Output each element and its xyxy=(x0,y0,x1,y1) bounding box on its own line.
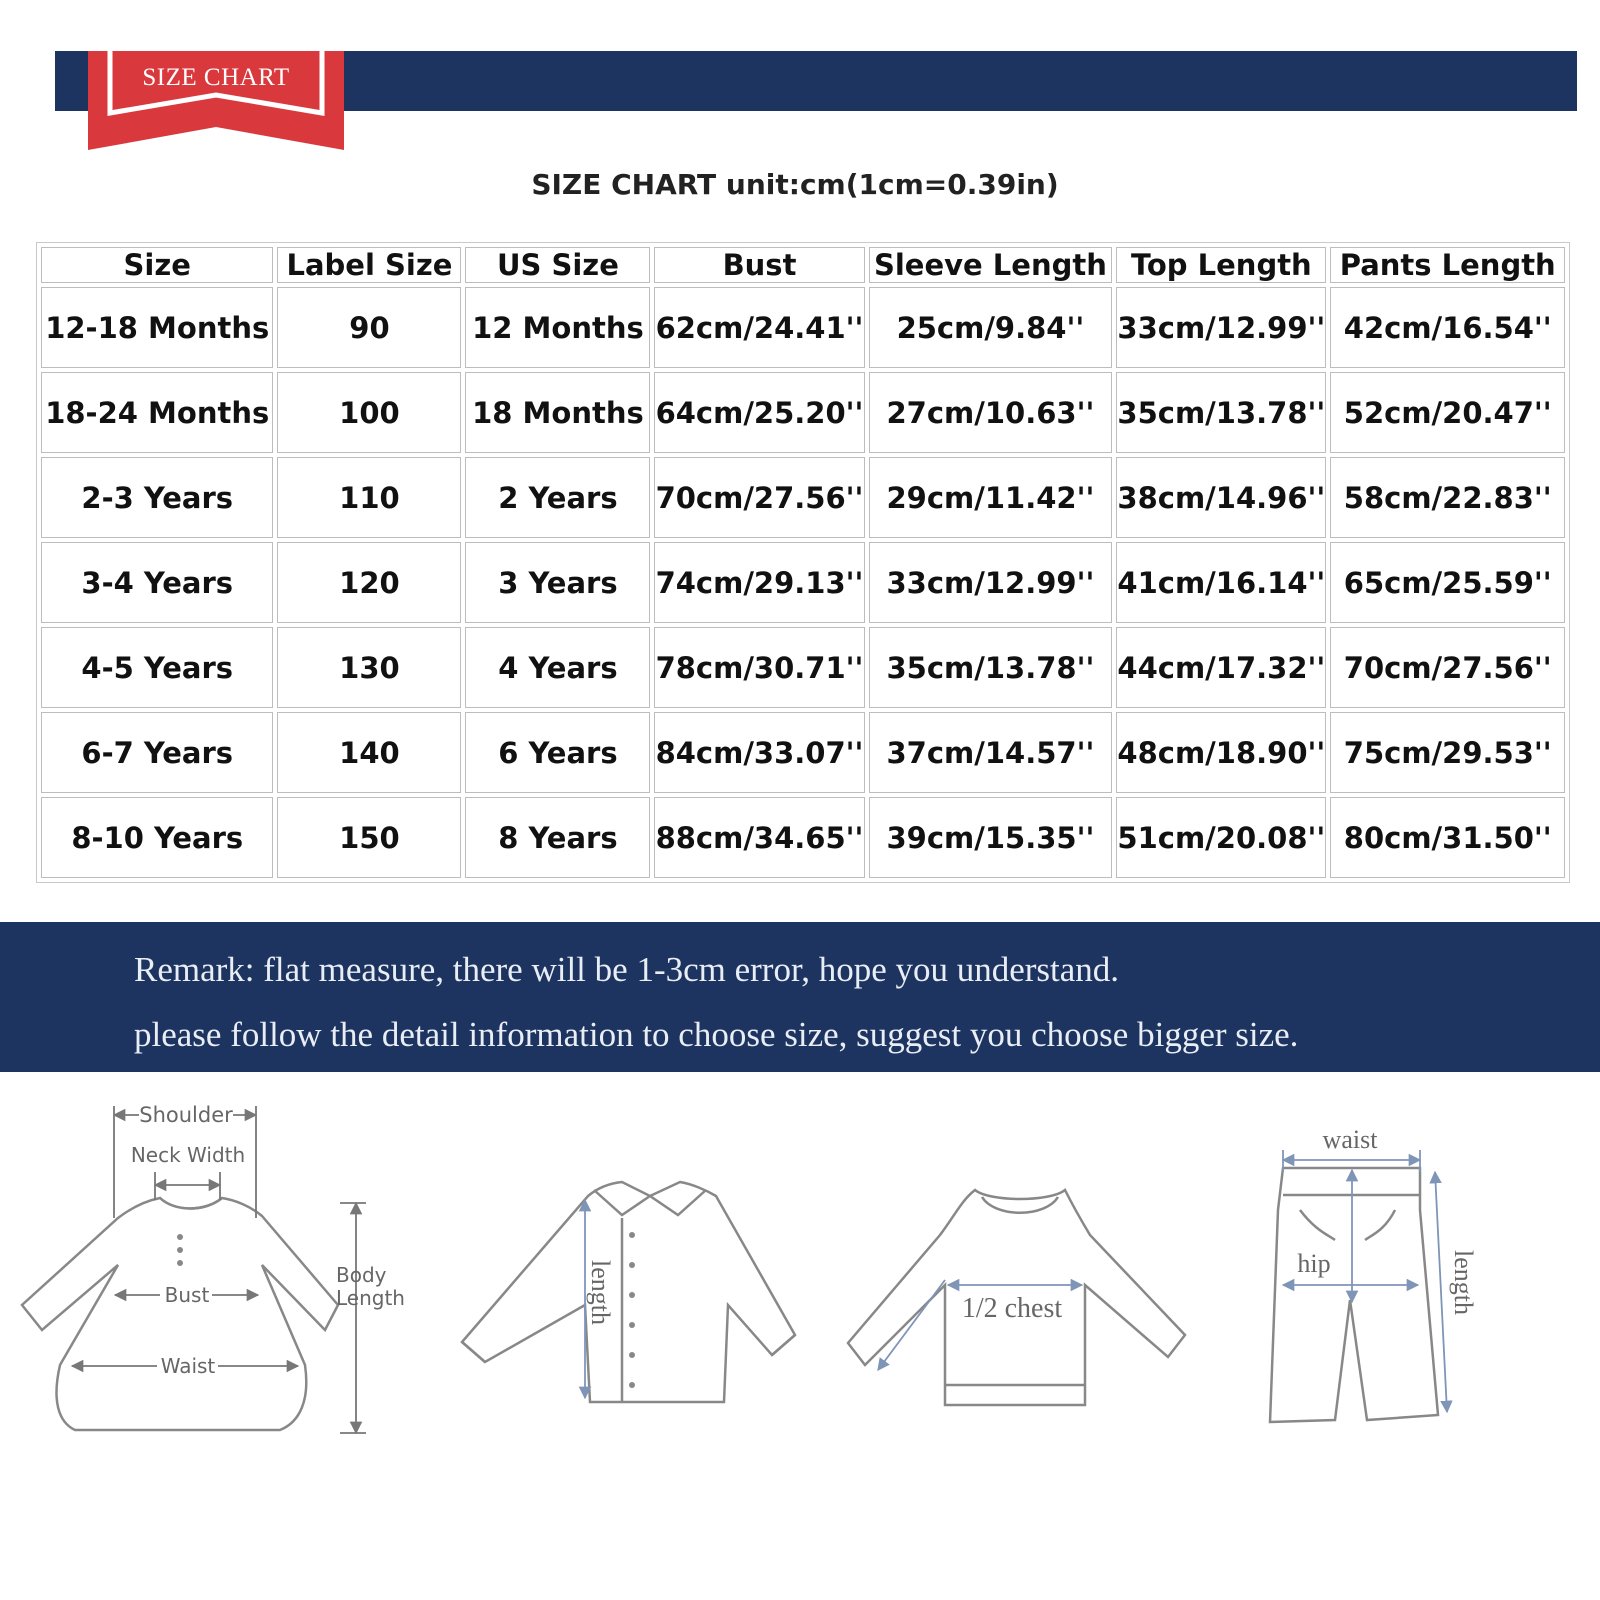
table-cell: 51cm/20.08'' xyxy=(1116,797,1326,878)
table-row xyxy=(41,542,1565,623)
header-pants-length: Pants Length xyxy=(1330,247,1565,283)
table-cell: 84cm/33.07'' xyxy=(654,712,864,793)
dress-body-length-label-2: Length xyxy=(336,1286,405,1310)
table-cell: 29cm/11.42'' xyxy=(869,457,1113,538)
table-cell: 33cm/12.99'' xyxy=(1116,287,1326,368)
table-cell: 120 xyxy=(277,542,461,623)
table-cell: 37cm/14.57'' xyxy=(869,712,1113,793)
table-cell: 65cm/25.59'' xyxy=(1330,542,1565,623)
table-row xyxy=(41,627,1565,708)
remark-line-1: Remark: flat measure, there will be 1-3cm error, hope you understand. xyxy=(134,950,1120,989)
table-cell: 52cm/20.47'' xyxy=(1330,372,1565,453)
table-cell: 2 Years xyxy=(465,457,650,538)
pants-measure-lines xyxy=(1283,1150,1447,1412)
dress-diagram xyxy=(22,1198,338,1430)
dress-bust-label: Bust xyxy=(164,1283,210,1307)
table-cell: 88cm/34.65'' xyxy=(654,797,864,878)
table-cell: 41cm/16.14'' xyxy=(1116,542,1326,623)
dress-waist-label: Waist xyxy=(160,1354,216,1378)
table-cell: 62cm/24.41'' xyxy=(654,287,864,368)
table-cell: 100 xyxy=(277,372,461,453)
table-cell: 90 xyxy=(277,287,461,368)
table-cell: 25cm/9.84'' xyxy=(869,287,1113,368)
table-cell: 35cm/13.78'' xyxy=(869,627,1113,708)
header-us-size: US Size xyxy=(465,247,650,283)
table-row xyxy=(41,712,1565,793)
table-cell: 4 Years xyxy=(465,627,650,708)
table-cell: 130 xyxy=(277,627,461,708)
header-top-length: Top Length xyxy=(1116,247,1326,283)
table-cell: 80cm/31.50'' xyxy=(1330,797,1565,878)
pants-hip-label: hip xyxy=(1297,1249,1331,1278)
table-cell: 64cm/25.20'' xyxy=(654,372,864,453)
table-cell: 140 xyxy=(277,712,461,793)
header-bust: Bust xyxy=(654,247,864,283)
table-cell: 150 xyxy=(277,797,461,878)
table-cell: 27cm/10.63'' xyxy=(869,372,1113,453)
size-table xyxy=(36,242,1570,883)
table-cell: 42cm/16.54'' xyxy=(1330,287,1565,368)
remark-band xyxy=(0,922,1600,1072)
chart-title: SIZE CHART unit:cm(1cm=0.39in) xyxy=(531,168,1059,201)
table-cell: 18-24 Months xyxy=(41,372,273,453)
table-cell: 39cm/15.35'' xyxy=(869,797,1113,878)
table-cell: 110 xyxy=(277,457,461,538)
header-size: Size xyxy=(41,247,273,283)
table-cell: 4-5 Years xyxy=(41,627,273,708)
table-cell: 38cm/14.96'' xyxy=(1116,457,1326,538)
table-cell: 75cm/29.53'' xyxy=(1330,712,1565,793)
table-cell: 70cm/27.56'' xyxy=(1330,627,1565,708)
table-row xyxy=(41,372,1565,453)
pants-diagram xyxy=(1270,1168,1438,1422)
shirt-buttons xyxy=(629,1232,635,1388)
dress-shoulder-label: Shoulder xyxy=(139,1103,233,1127)
table-cell: 12-18 Months xyxy=(41,287,273,368)
table-cell: 48cm/18.90'' xyxy=(1116,712,1326,793)
dress-buttons xyxy=(177,1234,183,1266)
header-label-size: Label Size xyxy=(277,247,461,283)
table-cell: 3-4 Years xyxy=(41,542,273,623)
table-cell: 78cm/30.71'' xyxy=(654,627,864,708)
table-cell: 18 Months xyxy=(465,372,650,453)
table-row xyxy=(41,797,1565,878)
remark-line-2: please follow the detail information to choose size, suggest you choose bigger size. xyxy=(134,1015,1299,1054)
dress-neck-width-label: Neck Width xyxy=(130,1143,246,1167)
dress-body-length-label-1: Body xyxy=(336,1263,387,1287)
header-sleeve-length: Sleeve Length xyxy=(869,247,1113,283)
table-cell: 3 Years xyxy=(465,542,650,623)
measurement-diagrams xyxy=(0,1080,1600,1520)
table-cell: 35cm/13.78'' xyxy=(1116,372,1326,453)
table-cell: 44cm/17.32'' xyxy=(1116,627,1326,708)
table-cell: 2-3 Years xyxy=(41,457,273,538)
sweater-half-chest-label: 1/2 chest xyxy=(961,1293,1063,1324)
table-cell: 74cm/29.13'' xyxy=(654,542,864,623)
table-row xyxy=(41,457,1565,538)
shirt-diagram xyxy=(462,1182,795,1402)
table-header-row xyxy=(41,247,1565,283)
shirt-length-label: length xyxy=(586,1260,615,1325)
table-row xyxy=(41,287,1565,368)
table-cell: 12 Months xyxy=(465,287,650,368)
table-cell: 6-7 Years xyxy=(41,712,273,793)
table-cell: 70cm/27.56'' xyxy=(654,457,864,538)
pants-length-label: length xyxy=(1449,1250,1478,1315)
table-cell: 8 Years xyxy=(465,797,650,878)
table-cell: 33cm/12.99'' xyxy=(869,542,1113,623)
table-cell: 58cm/22.83'' xyxy=(1330,457,1565,538)
table-cell: 6 Years xyxy=(465,712,650,793)
pants-waist-label: waist xyxy=(1322,1125,1378,1154)
ribbon-label: SIZE CHART xyxy=(142,64,290,91)
table-cell: 8-10 Years xyxy=(41,797,273,878)
